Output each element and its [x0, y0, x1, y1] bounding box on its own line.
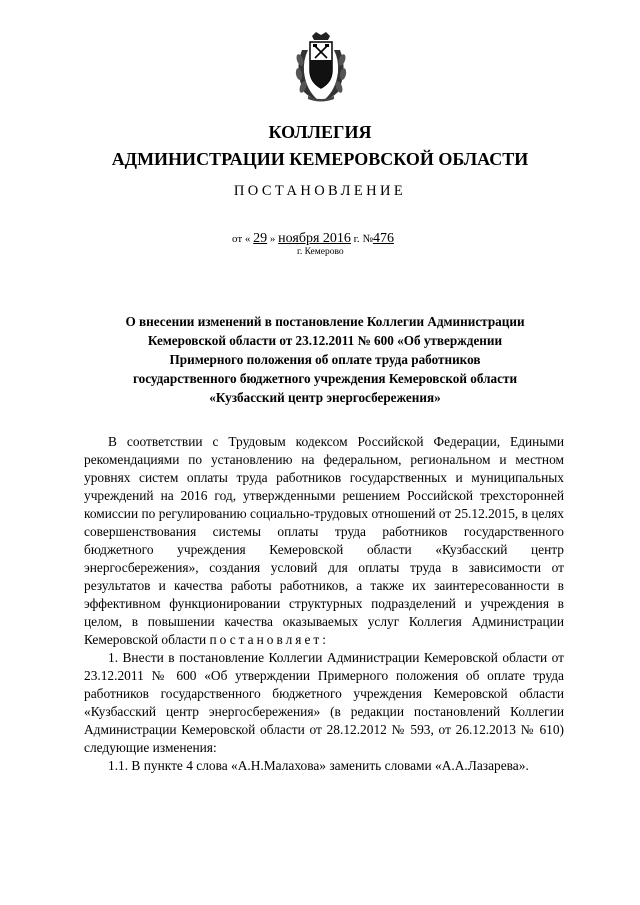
city: г. Кемерово: [297, 247, 344, 257]
title-line: государственного бюджетного учреждения Кемеровской области: [132, 371, 518, 386]
document-number: 476: [372, 231, 394, 246]
body-paragraph: 1. Внести в постановление Коллегии Администрации Кемеровской области от 23.12.2011 № 600 «Об утверждении Примерного положения об оплате труда работников государственного бюджетного учреждения Кемеровской области «Кузбасский центр энергосбережения» (в редакции постановлений Коллегии Администрации Кемеровской области от 28.12.2012 № 593, от 26.12.2013 № 610) следующие изменения:: [84, 650, 564, 755]
preamble-text: В соответствии с Трудовым кодексом Российской Федерации, Едиными рекомендациями по установлению на федеральном, региональном и местном уровнях систем оплаты труда работников государственных и муниципальных учреждений на 2016 год, утвержденными решением Российской трехсторонней комиссии по регулированию социально-трудовых отношений от 25.12.2015, в целях совершенствования системы оплаты труда работников государственного бюджетного учреждения Кемеровской области «Кузбасский центр энергосбережения», создания условий для оплаты труда в зависимости от результатов и качества работы работников, а также их заинтересованности в эффективном функционировании структурных подразделений и учреждения в целом, в повышении качества оказываемых услуг Коллегия Администрации Кемеровской области: [84, 434, 564, 647]
date-prefix: от «: [232, 233, 251, 245]
document-body: [84, 433, 564, 775]
body-paragraph: 1.1. В пункте 4 слова «А.Н.Малахова» заменить словами «А.А.Лазарева».: [108, 758, 529, 773]
date-year-suffix: г.: [353, 233, 360, 245]
document-type: ПОСТАНОВЛЕНИЕ: [233, 183, 407, 199]
date-day: 29: [253, 231, 268, 246]
title-line: «Кузбасский центр энергосбережения»: [209, 390, 441, 405]
org-name-line2: АДМИНИСТРАЦИИ КЕМЕРОВСКОЙ ОБЛАСТИ: [111, 149, 529, 169]
title-line: Примерного положения об оплате труда работников: [169, 352, 481, 367]
date-mid: »: [269, 233, 276, 245]
number-label: №: [362, 233, 373, 245]
title-line: О внесении изменений в постановление Коллегии Администрации: [125, 314, 525, 329]
document-title: [80, 312, 570, 407]
org-name-line1: КОЛЛЕГИЯ: [268, 122, 372, 142]
title-line: Кемеровской области от 23.12.2011 № 600 «Об утверждении: [147, 333, 503, 348]
body-paragraph: [84, 433, 564, 649]
coat-of-arms-emblem: [290, 30, 352, 102]
resolve-word: постановляет:: [209, 632, 329, 647]
date-month-year: ноября 2016: [278, 231, 351, 246]
date-number-line: [232, 231, 394, 247]
